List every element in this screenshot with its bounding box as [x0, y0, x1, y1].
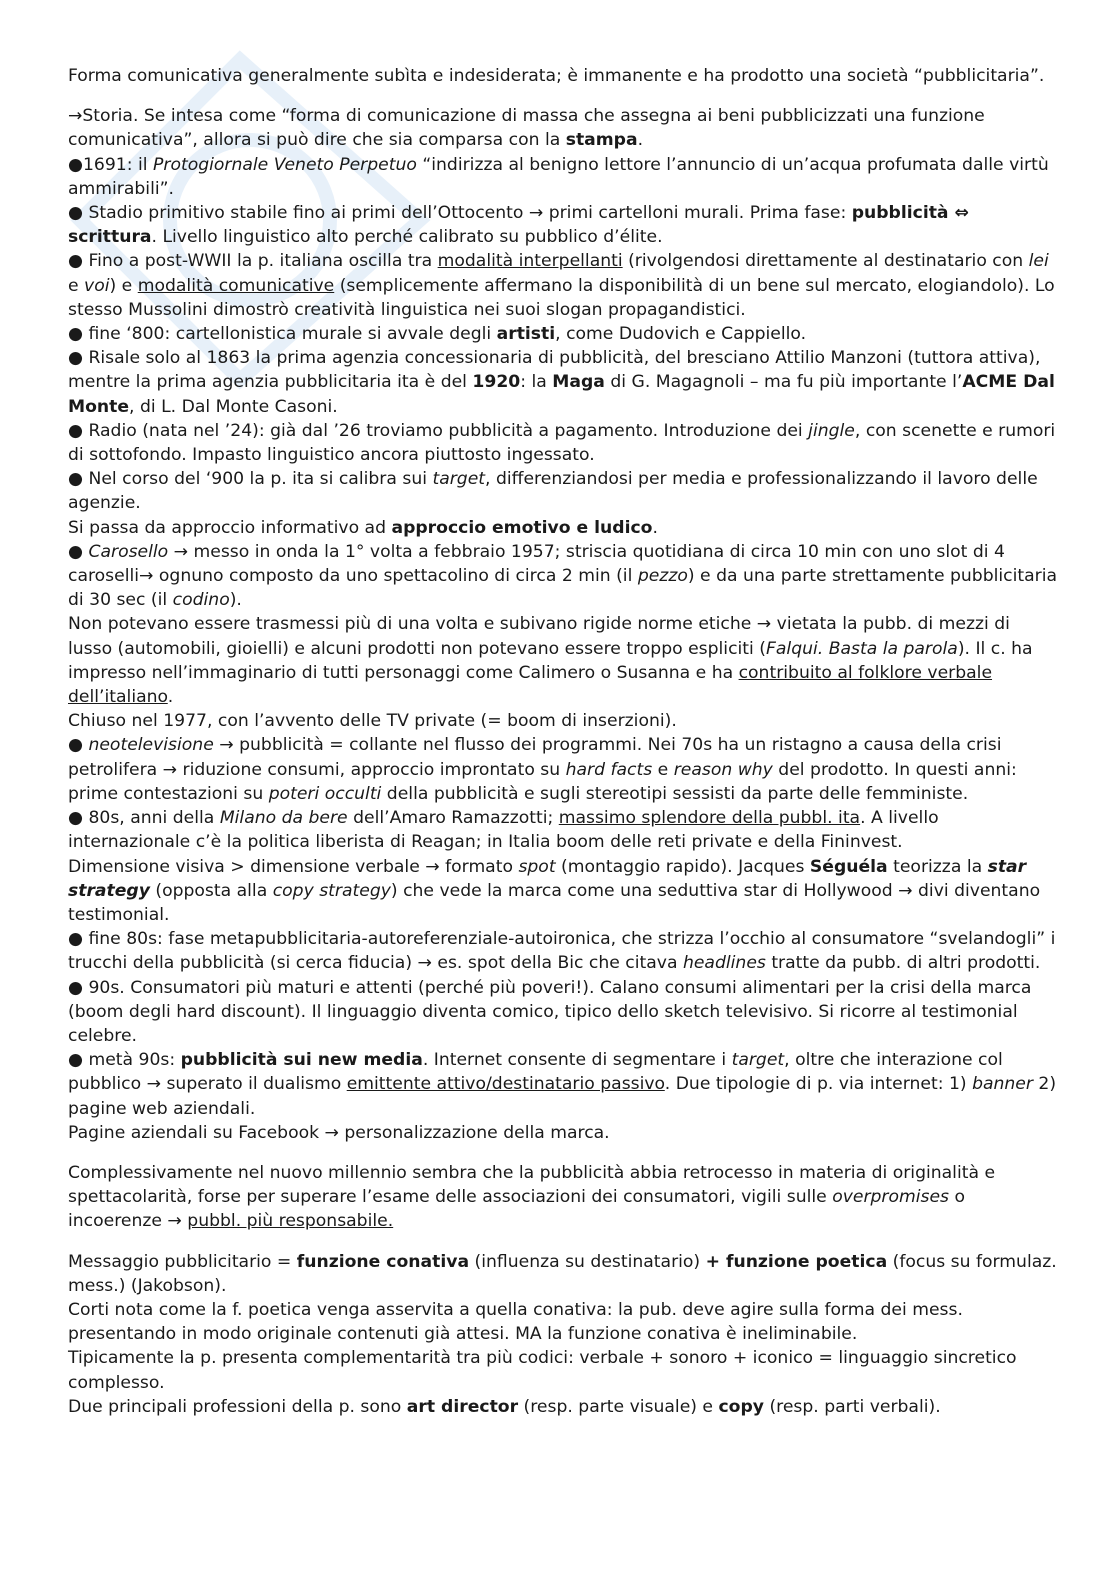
- text-run: ) e da una parte strettamente pubblicitaria di 30 sec (il: [68, 566, 1058, 611]
- paragraph: [68, 1161, 1058, 1234]
- paragraph: [68, 322, 1058, 346]
- paragraph: [68, 516, 1058, 540]
- paragraph: [68, 104, 1058, 152]
- text-run: (resp. parte visuale) e: [518, 1396, 719, 1417]
- text-run: , di L. Dal Monte Casoni.: [129, 396, 338, 417]
- text-run: “indirizza al benigno lettore l’annuncio di un’acqua profumata dalle virtù ammirabili”.: [68, 154, 1049, 199]
- text-run: lei: [1028, 251, 1049, 272]
- text-run: Due principali professioni della p. sono: [68, 1396, 407, 1417]
- text-run: voi: [84, 275, 110, 296]
- paragraph: [68, 855, 1058, 928]
- text-run: . Livello linguistico alto perché calibrato su pubblico d’élite.: [151, 227, 663, 248]
- text-run: ). Il c. ha impresso nell’immaginario di tutti personaggi come Calimero o Susanna e ha: [68, 638, 1033, 683]
- paragraph: [68, 1395, 1058, 1419]
- paragraph: [68, 419, 1058, 467]
- text-run: Falqui. Basta la parola: [766, 638, 958, 659]
- paragraph: [68, 976, 1058, 1049]
- text-run: ● Nel corso del ‘900 la p. ita si calibra sui: [68, 469, 433, 490]
- text-run: banner: [972, 1074, 1033, 1095]
- paragraph: [68, 540, 1058, 613]
- text-run: Messaggio pubblicitario =: [68, 1251, 297, 1272]
- text-run: Tipicamente la p. presenta complementarità tra più codici: verbale + sonoro + iconico = linguaggio sincretico complesso.: [68, 1348, 1017, 1393]
- text-run: Forma comunicativa generalmente subìta e indesiderata; è immanente e ha prodotto una società “pubblicitaria”.: [68, 66, 1045, 86]
- paragraph: [68, 249, 1058, 322]
- text-run: Protogiornale Veneto Perpetuo: [153, 154, 417, 175]
- text-run: o incoerenze →: [68, 1187, 965, 1232]
- text-run: target: [432, 469, 486, 490]
- text-run: , con scenette e rumori di sottofondo. Impasto linguistico ancora piuttosto ingessato.: [68, 420, 1056, 466]
- paragraph: [68, 153, 1058, 201]
- text-run: → messo in onda la 1° volta a febbraio 1957; striscia quotidiana di circa 10 min con uno slot di 4 caroselli→ ognuno composto da uno spettacolino di circa 2 min (il: [68, 541, 1005, 587]
- text-run: pubblicità sui new media: [180, 1050, 423, 1071]
- text-run: codino: [172, 590, 230, 611]
- text-run: hard facts: [565, 759, 653, 780]
- paragraph: [68, 1048, 1058, 1121]
- text-run: Pagine aziendali su Facebook → personalizzazione della marca.: [68, 1122, 610, 1143]
- text-run: e: [652, 759, 674, 780]
- text-run: (semplicemente affermano la disponibilità di un bene sul mercato, elogiandolo). Lo stesso Mussolini dimostrò creatività linguistica nei suoi slogan propagandistici.: [68, 275, 1055, 320]
- text-run: modalità comunicative: [137, 275, 335, 296]
- text-run: , oltre che interazione col pubblico → superato il dualismo: [68, 1050, 1003, 1095]
- text-run: neotelevisione: [88, 735, 214, 756]
- paragraph-gap: [68, 1145, 1058, 1161]
- text-run: ● Fino a post-WWII la p. italiana oscilla tra: [68, 251, 438, 272]
- text-run: ●: [68, 735, 89, 756]
- paragraph: [68, 806, 1058, 854]
- text-run: Séguéla: [809, 856, 888, 877]
- text-run: ● 80s, anni della: [68, 808, 220, 829]
- text-run: contribuito al folklore verbale dell’italiano: [68, 662, 993, 708]
- text-run: poteri occulti: [268, 783, 382, 804]
- paragraph: [68, 64, 1058, 88]
- text-run: .: [637, 130, 644, 151]
- text-run: Si passa da approccio informativo ad: [68, 517, 392, 538]
- text-run: spot: [518, 856, 556, 877]
- text-run: : la: [520, 372, 553, 393]
- text-run: 1920: [472, 372, 521, 393]
- text-run: art director: [406, 1396, 519, 1417]
- text-run: emittente attivo/destinatario passivo: [346, 1074, 665, 1095]
- paragraph: [68, 612, 1058, 709]
- text-run: ) che vede la marca come una seduttiva star di Hollywood → divi diventano testimonial.: [68, 880, 1041, 925]
- text-run: (influenza su destinatario): [469, 1251, 706, 1272]
- text-run: ● 90s. Consumatori più maturi e attenti (perché più poveri!). Calano consumi alimentari per la crisi della marca (boom degli hard discount). Il linguaggio diventa comico, tipico dello sketch televisivo. Si ricorre al testimonial celebre.: [68, 977, 1032, 1046]
- text-run: Non potevano essere trasmessi più di una volta e subivano rigide norme etiche → vietata la pubb. di mezzi di lusso (automobili, gioielli) e alcuni prodotti non potevano essere troppo espliciti (: [68, 614, 1010, 659]
- text-run: (resp. parti verbali).: [764, 1396, 941, 1417]
- text-run: ) e: [109, 275, 138, 296]
- text-run: Maga: [552, 372, 605, 393]
- paragraph: [68, 201, 1058, 249]
- text-run: .: [167, 687, 174, 708]
- paragraph: [68, 346, 1058, 419]
- text-run: headlines: [682, 953, 766, 974]
- text-run: . Due tipologie di p. via internet: 1): [664, 1074, 973, 1095]
- paragraph: [68, 733, 1058, 806]
- text-run: reason why: [673, 759, 773, 780]
- text-run: massimo splendore della pubbl. ita: [558, 808, 861, 829]
- text-run: (montaggio rapido). Jacques: [555, 856, 810, 877]
- text-run: (focus su formulaz. mess.) (Jakobson).: [68, 1251, 1057, 1296]
- text-run: ● Radio (nata nel ’24): già dal ’26 troviamo pubblicità a pagamento. Introduzione dei: [68, 420, 809, 441]
- text-run: ● Stadio primitivo stabile fino ai primi dell’Ottocento → primi cartelloni murali. Prima fase:: [68, 203, 852, 224]
- paragraph-gap: [68, 88, 1058, 104]
- text-run: ●: [68, 541, 89, 562]
- paragraph: [68, 927, 1058, 975]
- text-run: artisti: [496, 324, 556, 345]
- text-run: target: [731, 1050, 785, 1071]
- text-run: , come Dudovich e Cappiello.: [555, 324, 807, 345]
- text-run: Milano da bere: [219, 808, 348, 829]
- text-run: star strategy: [68, 856, 1027, 901]
- text-run: stampa: [565, 130, 638, 151]
- text-run: Complessivamente nel nuovo millennio sembra che la pubblicità abbia retrocesso in materia di originalità e spettacolarità, forse per superare l’esame delle associazioni dei consumatori, vigili sulle: [68, 1162, 996, 1208]
- paragraph: [68, 1121, 1058, 1145]
- text-run: overpromises: [832, 1187, 950, 1208]
- text-run: approccio emotivo e ludico: [391, 517, 653, 538]
- text-run: Corti nota come la f. poetica venga asservita a quella conativa: la pub. deve agire sulla forma dei mess. presentando in modo originale contenuti già attesi. MA la funzione conativa è ineliminabile.: [68, 1299, 963, 1345]
- text-run: . Internet consente di segmentare i: [422, 1050, 732, 1071]
- paragraph: [68, 1298, 1058, 1346]
- text-run: jingle: [808, 420, 855, 441]
- text-run: pubbl. più responsabile.: [187, 1211, 394, 1232]
- text-run: . A livello internazionale c’è la politica liberista di Reagan; in Italia boom delle reti private e della Fininvest.: [68, 808, 939, 853]
- paragraph: [68, 467, 1058, 515]
- text-run: tratte da pubb. di altri prodotti.: [765, 953, 1041, 974]
- paragraph: [68, 1250, 1058, 1298]
- text-run: copy: [718, 1396, 764, 1417]
- text-run: dell’Amaro Ramazzotti;: [347, 808, 559, 829]
- text-run: ● fine ‘800: cartellonistica murale si avvale degli: [68, 324, 497, 345]
- text-run: della pubblicità e sugli stereotipi sessisti da parte delle femministe.: [381, 783, 969, 804]
- text-run: (rivolgendosi direttamente al destinatario con: [622, 251, 1029, 272]
- text-run: copy strategy: [272, 880, 391, 901]
- text-run: ● Risale solo al 1863 la prima agenzia concessionaria di pubblicità, del bresciano Attilio Manzoni (tuttora attiva), mentre la prima agenzia pubblicitaria ita è del: [68, 348, 1041, 393]
- text-run: teorizza la: [887, 856, 988, 877]
- text-run: ).: [229, 590, 242, 611]
- text-run: Carosello: [88, 541, 169, 562]
- text-run: , differenziandosi per media e professionalizzando il lavoro delle agenzie.: [68, 469, 1038, 514]
- text-run: .: [652, 517, 658, 538]
- text-run: 2) pagine web aziendali.: [68, 1074, 1057, 1119]
- text-run: ●1691: il: [68, 154, 154, 175]
- text-run: ● fine 80s: fase metapubblicitaria-autoreferenziale-autoironica, che strizza l’occhio al consumatore “svelandogli” i trucchi della pubblicità (si cerca fiducia) → es. spot della Bic che citava: [68, 929, 1056, 974]
- text-run: Dimensione visiva > dimensione verbale → formato: [68, 856, 519, 877]
- text-run: funzione conativa: [296, 1251, 470, 1272]
- paragraph-gap: [68, 1234, 1058, 1250]
- text-run: pubblicità ⇔ scrittura: [68, 203, 969, 248]
- text-run: (opposta alla: [149, 880, 273, 901]
- text-run: di G. Magagnoli – ma fu più importante l’: [604, 372, 963, 393]
- text-run: →Storia. Se intesa come “forma di comunicazione di massa che assegna ai beni pubblicizzati una funzione comunicativa”, allora si può dire che sia comparsa con la: [68, 106, 985, 151]
- text-run: + funzione poetica: [705, 1251, 888, 1272]
- text-run: pezzo: [637, 566, 688, 587]
- text-run: Chiuso nel 1977, con l’avvento delle TV private (= boom di inserzioni).: [68, 711, 677, 732]
- text-run: modalità interpellanti: [437, 251, 623, 272]
- text-run: ● metà 90s:: [68, 1050, 181, 1071]
- text-run: del prodotto. In questi anni: prime contestazioni su: [68, 759, 1017, 804]
- text-run: e: [68, 275, 85, 296]
- text-run: ACME Dal Monte: [68, 372, 1055, 417]
- text-run: → pubblicità = collante nel flusso dei programmi. Nei 70s ha un ristagno a causa della crisi petrolifera → riduzione consumi, approccio improntato su: [68, 735, 1002, 780]
- paragraph: [68, 709, 1058, 733]
- document-body: [68, 64, 1058, 1419]
- paragraph: [68, 1346, 1058, 1394]
